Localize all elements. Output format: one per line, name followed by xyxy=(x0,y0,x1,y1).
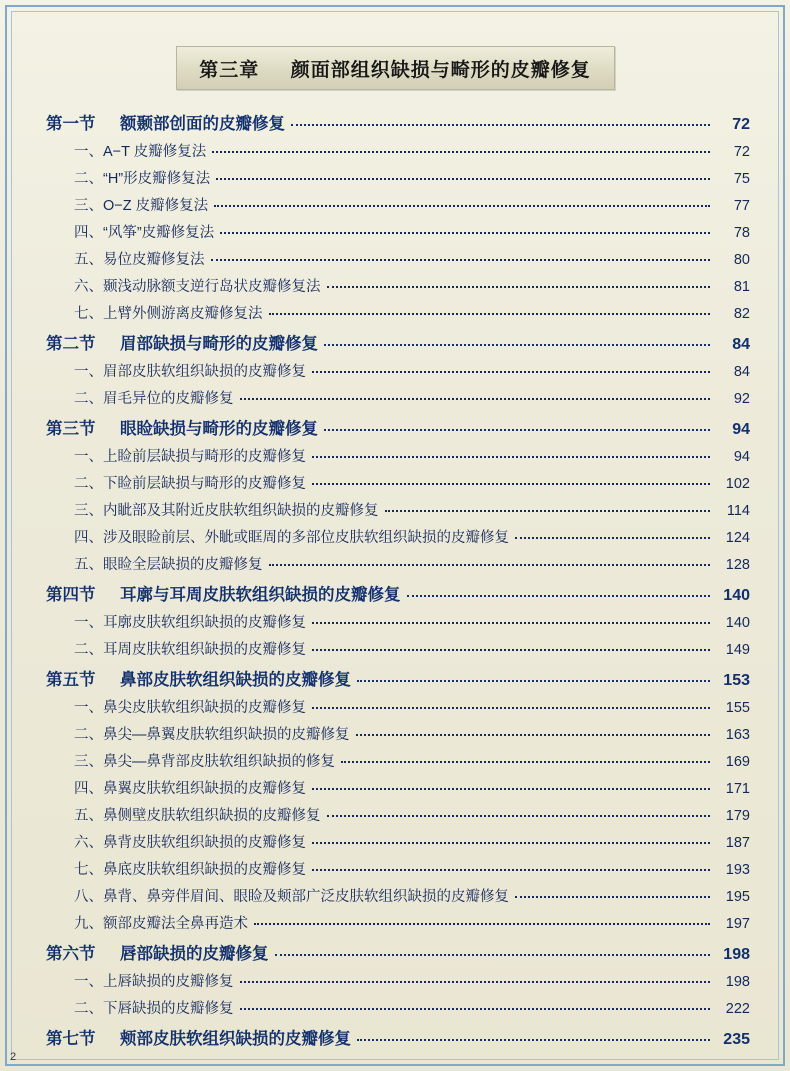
toc-entry-row[interactable] xyxy=(46,194,750,215)
toc-leader-dots xyxy=(216,177,710,180)
toc-entry-title: 一、A−T 皮瓣修复法 xyxy=(74,144,207,160)
toc-page-number: 187 xyxy=(725,835,750,851)
toc-entry-title: 七、鼻底皮肤软组织缺损的皮瓣修复 xyxy=(74,862,306,878)
toc-entry-title: 一、上唇缺损的皮瓣修复 xyxy=(74,974,234,990)
toc-entry-title: 二、下唇缺损的皮瓣修复 xyxy=(74,1001,234,1017)
toc-entry-row[interactable] xyxy=(46,167,750,188)
toc-page-number: 84 xyxy=(733,364,750,380)
toc-leader-dots xyxy=(515,895,710,898)
toc-section-title: 鼻部皮肤软组织缺损的皮瓣修复 xyxy=(120,671,351,689)
toc-entry-row[interactable] xyxy=(46,696,750,717)
toc-leader-dots xyxy=(312,706,710,709)
toc-entry-row[interactable] xyxy=(46,445,750,466)
toc-page-number: 195 xyxy=(725,889,750,905)
toc-page-number: 193 xyxy=(725,862,750,878)
toc-section-label xyxy=(46,1025,351,1049)
toc-section-title: 唇部缺损的皮瓣修复 xyxy=(120,945,269,963)
toc-section-number: 第五节 xyxy=(46,671,96,689)
toc-page-number: 140 xyxy=(723,587,750,604)
toc-section-label xyxy=(46,581,401,605)
toc-entry-title: 八、鼻背、鼻旁伴眉间、眼睑及颊部广泛皮肤软组织缺损的皮瓣修复 xyxy=(74,889,509,905)
toc-leader-dots xyxy=(214,204,710,207)
toc-entry-title: 五、鼻侧壁皮肤软组织缺损的皮瓣修复 xyxy=(74,808,321,824)
toc-section-title: 眼睑缺损与畸形的皮瓣修复 xyxy=(120,420,318,438)
toc-page-number: 222 xyxy=(725,1001,750,1017)
toc-leader-dots xyxy=(212,150,710,153)
toc-entry-row[interactable] xyxy=(46,387,750,408)
toc-section-number: 第二节 xyxy=(46,335,96,353)
toc-leader-dots xyxy=(385,509,711,512)
toc-entry-title: 二、“H”形皮瓣修复法 xyxy=(74,171,211,187)
toc-leader-dots xyxy=(312,621,710,624)
toc-leader-dots xyxy=(324,428,710,431)
toc-page-number: 72 xyxy=(732,116,750,133)
toc-entry-row[interactable] xyxy=(46,723,750,744)
toc-page-number: 198 xyxy=(723,946,750,963)
toc-leader-dots xyxy=(312,648,710,651)
toc-section-row[interactable] xyxy=(46,415,750,439)
toc-section-row[interactable] xyxy=(46,110,750,134)
toc-page-number: 84 xyxy=(732,336,750,353)
toc-page-number: 155 xyxy=(725,700,750,716)
toc-leader-dots xyxy=(356,733,711,736)
toc-page-number: 94 xyxy=(732,421,750,438)
toc-entry-row[interactable] xyxy=(46,499,750,520)
toc-entry-row[interactable] xyxy=(46,885,750,906)
toc-leader-dots xyxy=(312,482,710,485)
toc-entry-title: 四、“风筝”皮瓣修复法 xyxy=(74,225,215,241)
toc-section-label xyxy=(46,940,269,964)
toc-entry-row[interactable] xyxy=(46,804,750,825)
toc-leader-dots xyxy=(240,397,711,400)
toc-section-number: 第一节 xyxy=(46,115,96,133)
toc-leader-dots xyxy=(327,285,711,288)
toc-section-label xyxy=(46,110,285,134)
toc-entry-title: 九、额部皮瓣法全鼻再造术 xyxy=(74,916,248,932)
toc-page-number: 171 xyxy=(725,781,750,797)
toc-page-number: 92 xyxy=(733,391,750,407)
toc-leader-dots xyxy=(357,1038,710,1041)
toc-entry-row[interactable] xyxy=(46,970,750,991)
toc-page-number: 77 xyxy=(733,198,750,214)
toc-leader-dots xyxy=(312,370,710,373)
toc-section-row[interactable] xyxy=(46,1025,750,1049)
toc-page-number: 72 xyxy=(733,144,750,160)
toc-page-number: 169 xyxy=(725,754,750,770)
toc-entry-title: 二、眉毛异位的皮瓣修复 xyxy=(74,391,234,407)
toc-section-label xyxy=(46,666,351,690)
toc-leader-dots xyxy=(407,594,711,597)
toc-entry-row[interactable] xyxy=(46,302,750,323)
toc-entry-title: 三、O−Z 皮瓣修复法 xyxy=(74,198,209,214)
toc-leader-dots xyxy=(312,455,710,458)
toc-section-number: 第三节 xyxy=(46,420,96,438)
chapter-number: 第三章 xyxy=(199,59,260,81)
toc-entry-title: 二、鼻尖—鼻翼皮肤软组织缺损的皮瓣修复 xyxy=(74,727,350,743)
toc-entry-title: 一、耳廓皮肤软组织缺损的皮瓣修复 xyxy=(74,615,306,631)
page-content xyxy=(18,18,772,1053)
toc-entry-row[interactable] xyxy=(46,912,750,933)
toc-page-number: 75 xyxy=(733,171,750,187)
toc-entry-title: 四、涉及眼睑前层、外眦或眶周的多部位皮肤软组织缺损的皮瓣修复 xyxy=(74,530,509,546)
toc-page-number: 114 xyxy=(726,503,750,519)
toc-page-number: 149 xyxy=(725,642,750,658)
toc-entry-row[interactable] xyxy=(46,221,750,242)
toc-entry-title: 二、下睑前层缺损与畸形的皮瓣修复 xyxy=(74,476,306,492)
toc-section-row[interactable] xyxy=(46,666,750,690)
toc-page-number: 124 xyxy=(725,530,750,546)
toc-entry-title: 二、耳周皮肤软组织缺损的皮瓣修复 xyxy=(74,642,306,658)
page-folio: 2 xyxy=(10,1051,17,1063)
toc-entry-row[interactable] xyxy=(46,638,750,659)
toc-page-number: 235 xyxy=(723,1031,750,1048)
toc-leader-dots xyxy=(341,760,710,763)
toc-section-label xyxy=(46,330,318,354)
toc-leader-dots xyxy=(240,1007,711,1010)
toc-leader-dots xyxy=(312,868,710,871)
toc-entry-row[interactable] xyxy=(46,360,750,381)
toc-page-number: 198 xyxy=(725,974,750,990)
toc-entry-row[interactable] xyxy=(46,997,750,1018)
toc-section-title: 眉部缺损与畸形的皮瓣修复 xyxy=(120,335,318,353)
toc-entry-row[interactable] xyxy=(46,611,750,632)
table-of-contents xyxy=(18,110,772,1049)
toc-section-number: 第四节 xyxy=(46,586,96,604)
toc-page-number: 82 xyxy=(733,306,750,322)
toc-leader-dots xyxy=(240,980,711,983)
toc-page-number: 140 xyxy=(725,615,750,631)
toc-leader-dots xyxy=(275,953,711,956)
toc-leader-dots xyxy=(312,841,710,844)
toc-leader-dots xyxy=(327,814,711,817)
toc-entry-title: 五、眼睑全层缺损的皮瓣修复 xyxy=(74,557,263,573)
toc-section-label xyxy=(46,415,318,439)
toc-entry-row[interactable] xyxy=(46,831,750,852)
toc-entry-title: 六、鼻背皮肤软组织缺损的皮瓣修复 xyxy=(74,835,306,851)
toc-entry-row[interactable] xyxy=(46,275,750,296)
toc-leader-dots xyxy=(357,679,710,682)
toc-page-number: 197 xyxy=(725,916,750,932)
toc-section-row[interactable] xyxy=(46,581,750,605)
toc-section-number: 第六节 xyxy=(46,945,96,963)
toc-page-number: 80 xyxy=(733,252,750,268)
toc-entry-title: 三、鼻尖—鼻背部皮肤软组织缺损的修复 xyxy=(74,754,335,770)
toc-leader-dots xyxy=(515,536,710,539)
toc-page-number: 128 xyxy=(725,557,750,573)
chapter-heading-banner xyxy=(176,46,615,90)
toc-section-number: 第七节 xyxy=(46,1030,96,1048)
toc-section-title: 额颞部创面的皮瓣修复 xyxy=(120,115,285,133)
toc-leader-dots xyxy=(254,922,710,925)
toc-section-title: 耳廓与耳周皮肤软组织缺损的皮瓣修复 xyxy=(120,586,401,604)
toc-entry-row[interactable] xyxy=(46,858,750,879)
toc-entry-row[interactable] xyxy=(46,750,750,771)
toc-page-number: 81 xyxy=(733,279,750,295)
toc-entry-title: 三、内眦部及其附近皮肤软组织缺损的皮瓣修复 xyxy=(74,503,379,519)
toc-entry-row[interactable] xyxy=(46,140,750,161)
toc-entry-row[interactable] xyxy=(46,526,750,547)
toc-page-number: 179 xyxy=(725,808,750,824)
toc-entry-row[interactable] xyxy=(46,472,750,493)
toc-section-row[interactable] xyxy=(46,330,750,354)
toc-entry-title: 五、易位皮瓣修复法 xyxy=(74,252,205,268)
toc-entry-title: 六、颞浅动脉额支逆行岛状皮瓣修复法 xyxy=(74,279,321,295)
toc-entry-title: 一、眉部皮肤软组织缺损的皮瓣修复 xyxy=(74,364,306,380)
toc-entry-title: 七、上臂外侧游离皮瓣修复法 xyxy=(74,306,263,322)
toc-page-number: 153 xyxy=(723,672,750,689)
toc-leader-dots xyxy=(269,563,711,566)
toc-page-number: 163 xyxy=(725,727,750,743)
toc-leader-dots xyxy=(211,258,711,261)
toc-entry-row[interactable] xyxy=(46,553,750,574)
toc-page-number: 94 xyxy=(733,449,750,465)
toc-entry-title: 一、鼻尖皮肤软组织缺损的皮瓣修复 xyxy=(74,700,306,716)
toc-leader-dots xyxy=(220,231,710,234)
toc-entry-title: 四、鼻翼皮肤软组织缺损的皮瓣修复 xyxy=(74,781,306,797)
toc-section-title: 颊部皮肤软组织缺损的皮瓣修复 xyxy=(120,1030,351,1048)
toc-leader-dots xyxy=(269,312,711,315)
toc-entry-title: 一、上睑前层缺损与畸形的皮瓣修复 xyxy=(74,449,306,465)
chapter-title: 颜面部组织缺损与畸形的皮瓣修复 xyxy=(290,59,591,81)
toc-leader-dots xyxy=(324,343,710,346)
chapter-heading-text xyxy=(199,55,590,82)
toc-section-row[interactable] xyxy=(46,940,750,964)
toc-page-number: 102 xyxy=(725,476,750,492)
toc-leader-dots xyxy=(312,787,710,790)
toc-leader-dots xyxy=(291,123,710,126)
toc-entry-row[interactable] xyxy=(46,248,750,269)
toc-page-number: 78 xyxy=(733,225,750,241)
toc-entry-row[interactable] xyxy=(46,777,750,798)
